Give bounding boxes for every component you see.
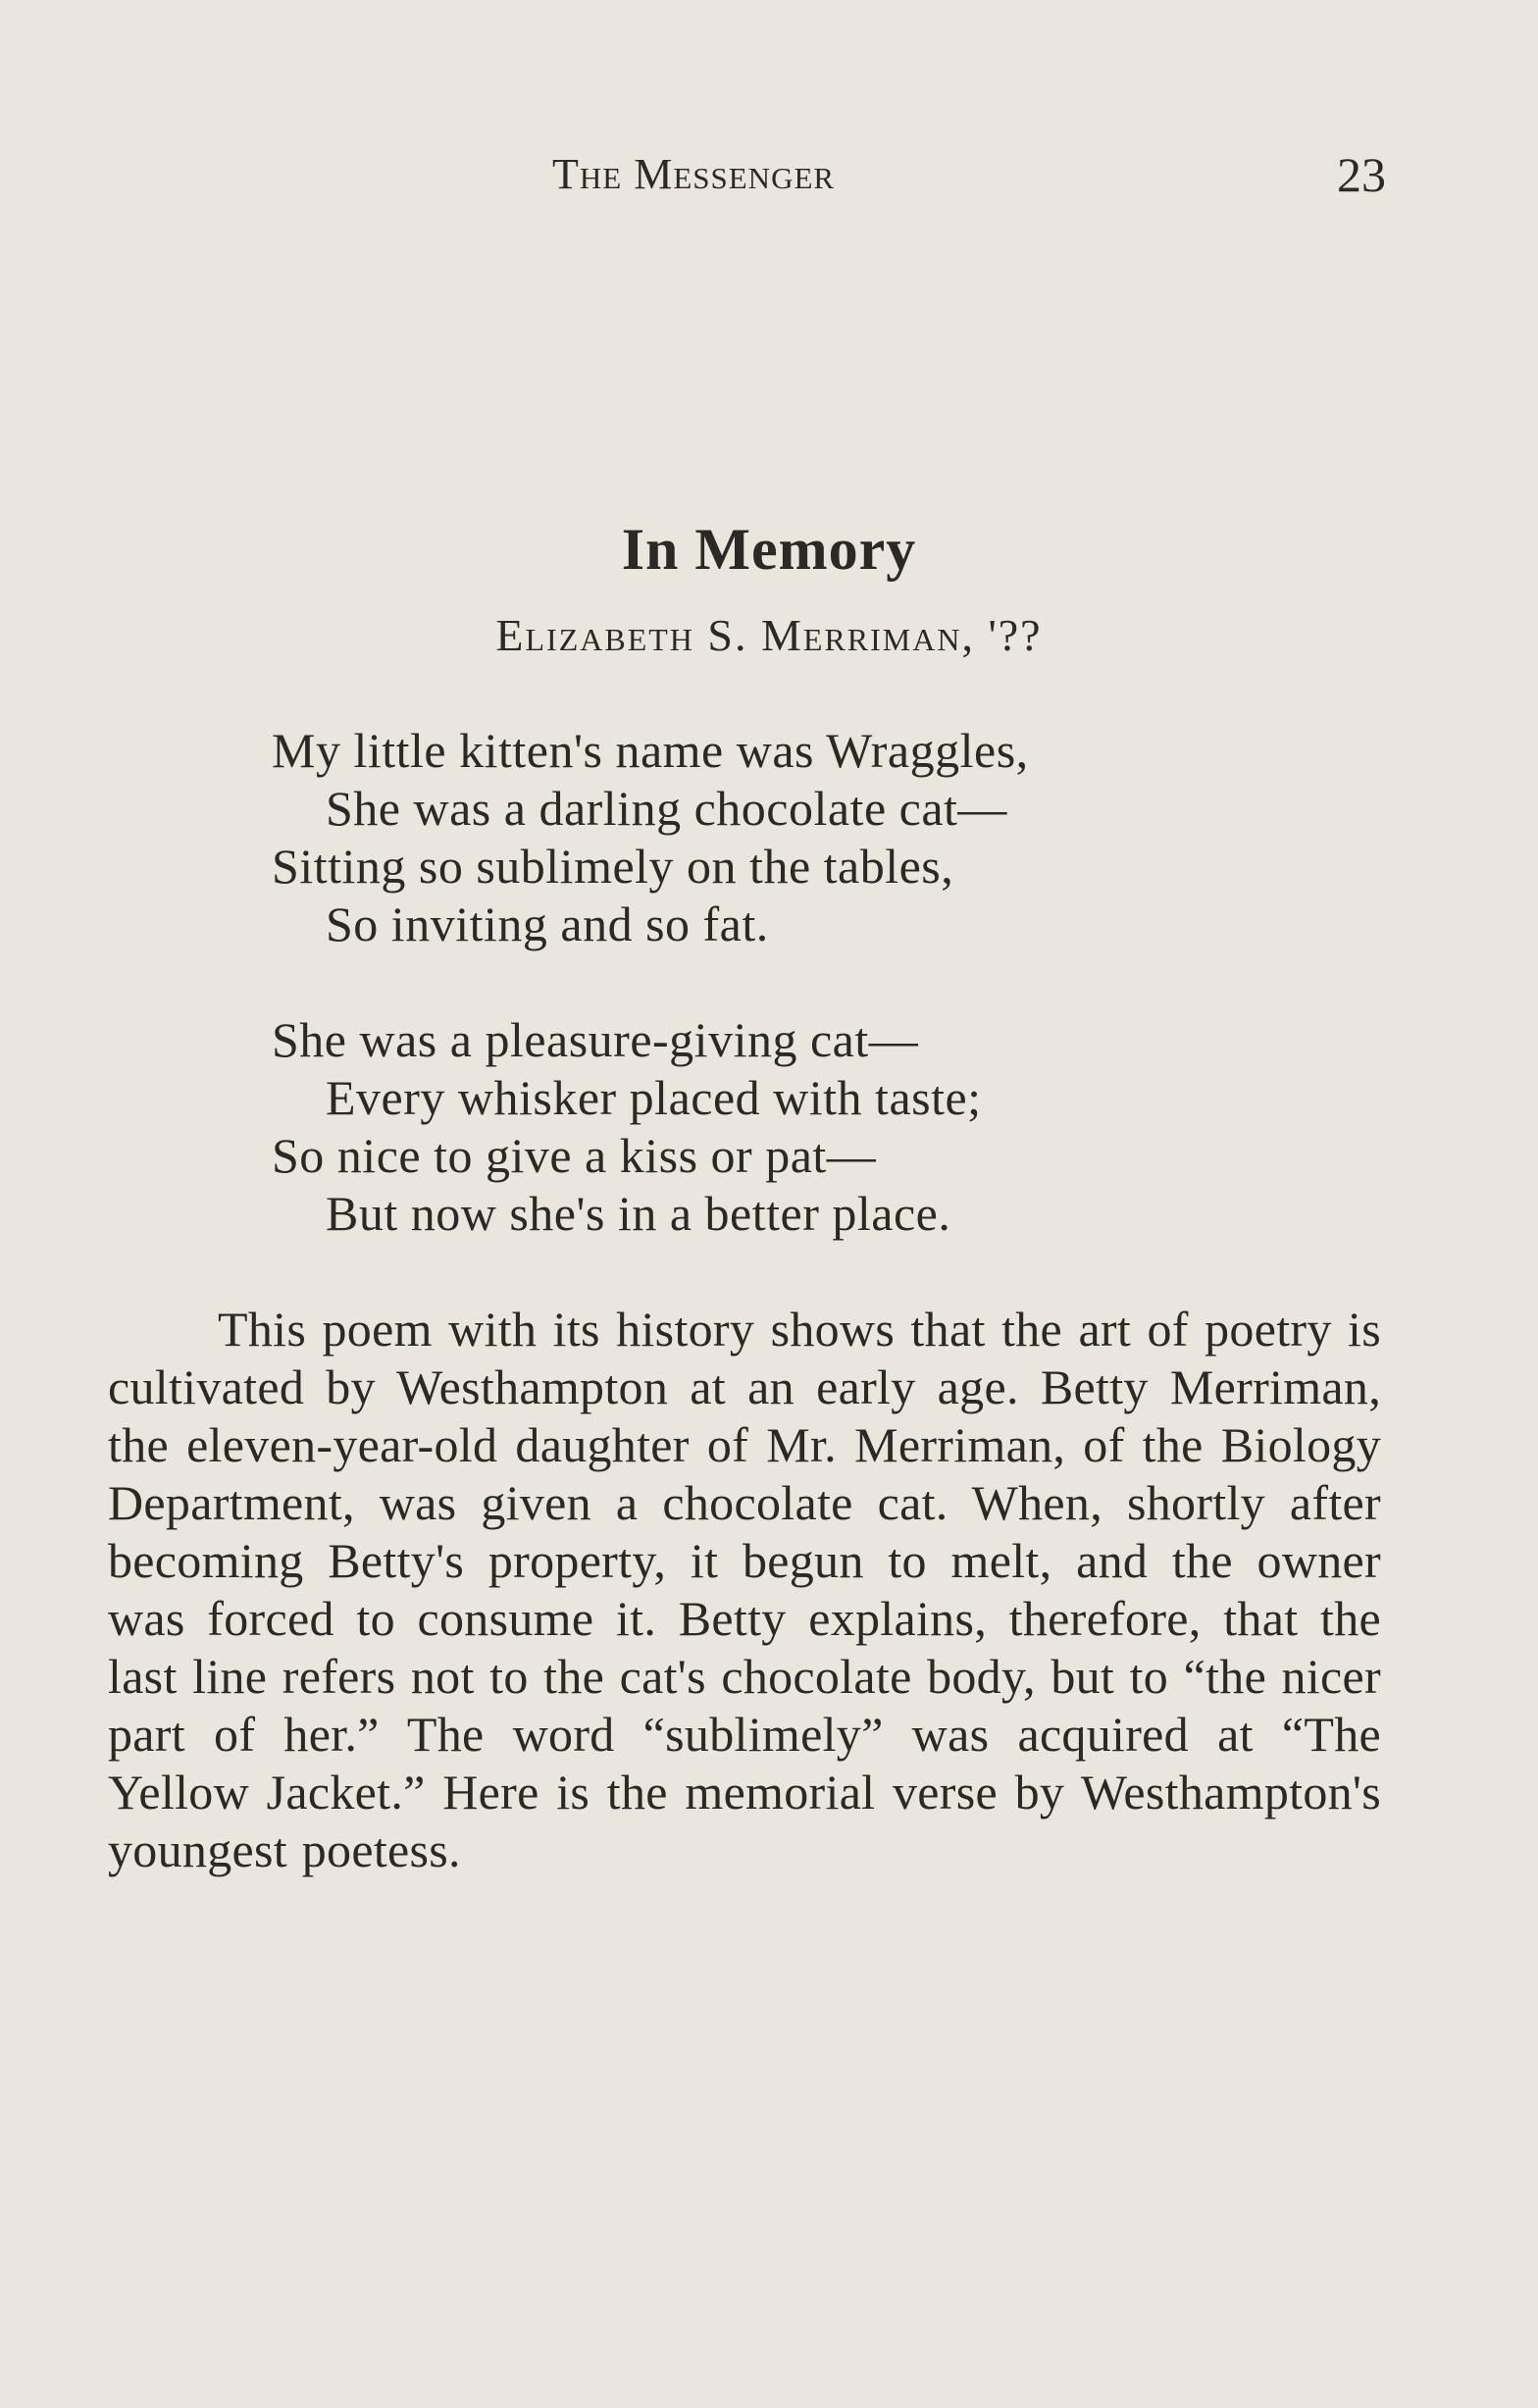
poem-line: But now she's in a better place.	[326, 1186, 951, 1241]
poem-line: Every whisker placed with taste;	[326, 1070, 982, 1125]
page-number: 23	[1337, 147, 1386, 202]
poem-stanza-2	[272, 1011, 1351, 1243]
poem-line: She was a darling chocolate cat—	[326, 781, 1007, 836]
poem-line: She was a pleasure-giving cat—	[272, 1012, 919, 1067]
poem-title: In Memory	[621, 517, 917, 582]
running-header	[0, 145, 1538, 204]
poem-line: So nice to give a kiss or pat—	[272, 1128, 877, 1183]
running-title: The Messenger	[552, 150, 836, 198]
commentary-paragraph: This poem with its history shows that the art of poetry is cultivated by Westhampton at an early age. Betty Merriman, the eleven-year-old daughter of Mr. Merriman, of the Biology Department, was given a chocolate cat. When, shortly after becoming Betty's property, it begun to melt, and the owner was forced to consume it. Betty explains, therefore, that the last line refers not to the cat's chocolate body, but to “the nicer part of her.” The word “sublimely” was acquired at “The Yellow Jacket.” Here is the memorial verse by Westhampton's youngest poetess.	[108, 1302, 1381, 1877]
poem-line: So inviting and so fat.	[326, 897, 769, 951]
poem-stanza-1	[272, 722, 1351, 953]
poem-line: Sitting so sublimely on the tables,	[272, 839, 954, 894]
poem-line: My little kitten's name was Wraggles,	[272, 723, 1029, 778]
poem-byline: Elizabeth S. Merriman, '??	[495, 610, 1043, 660]
